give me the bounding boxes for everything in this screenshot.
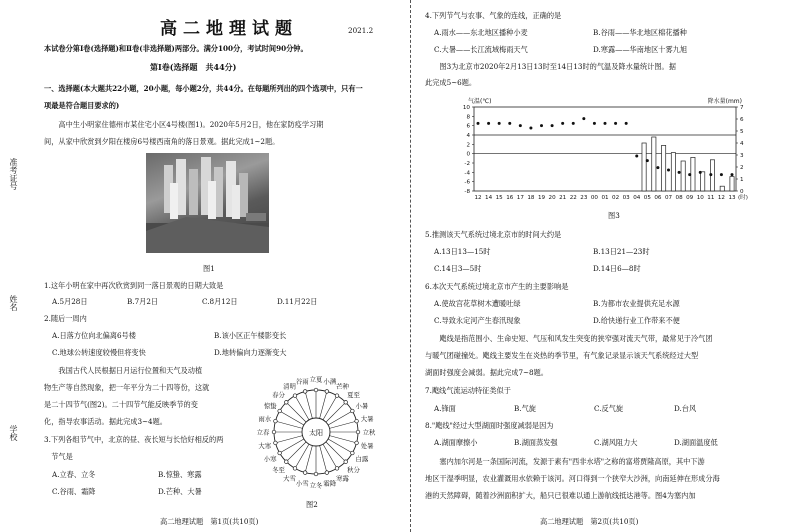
q1-option-c[interactable]: C.8月12日 <box>202 297 238 306</box>
passage-2-line-1: 我国古代人民根据日月运行位置和天气及动植 <box>44 366 203 375</box>
x-tick-label: 04 <box>633 195 641 201</box>
wheel-spoke <box>275 421 302 428</box>
x-tick-label: 18 <box>527 195 535 201</box>
temp-point <box>667 169 670 172</box>
temp-point <box>604 122 607 125</box>
solar-term-label: 小雪 <box>295 479 309 488</box>
precip-bar <box>720 186 724 191</box>
q2-option-d[interactable]: D.地转偏向力逐渐变大 <box>214 348 287 357</box>
solar-term-label: 冬至 <box>272 465 285 474</box>
solar-term-label: 立冬 <box>309 481 323 490</box>
question-8: 8."飑线"经过大型湖面时强度减弱是因为 <box>425 421 554 430</box>
wheel-spoke <box>328 411 352 425</box>
passage-2-line-3: 是二十四节气(图2)。二十四节气能反映季节的变 <box>44 400 198 409</box>
x-tick-label: 01 <box>601 195 609 201</box>
q3-option-d[interactable]: D.芒种、大暑 <box>158 487 202 496</box>
wheel-spoke <box>323 444 337 468</box>
left-tick-label: -6 <box>464 179 470 186</box>
wheel-spoke <box>330 421 357 428</box>
temp-point <box>487 122 490 125</box>
q5-option-a[interactable]: A.13日13—15时 <box>434 247 491 256</box>
left-axis-label: 气温(℃) <box>468 98 492 105</box>
solar-term-label: 霜降 <box>323 479 337 488</box>
precip-bar <box>681 161 685 191</box>
q2-option-a[interactable]: A.日落方位向北偏离6号楼 <box>52 331 136 340</box>
precip-bar <box>671 153 675 191</box>
solar-term-label: 秋分 <box>347 465 360 474</box>
instruction-line-2: 项最是符合题目要求的) <box>44 101 120 110</box>
figure-2-solar-terms-wheel <box>252 368 380 498</box>
left-tick-label: 8 <box>466 114 470 121</box>
wheel-node <box>278 451 282 455</box>
page-title: 高二地理试题 <box>160 19 298 39</box>
x-tick-label: 06 <box>654 195 662 201</box>
q8-option-a[interactable]: A.湖面摩擦小 <box>434 438 478 447</box>
wheel-spoke <box>280 411 304 425</box>
q3-option-c[interactable]: C.谷雨、霜降 <box>52 487 96 496</box>
temp-point <box>614 122 617 125</box>
passage-3-line-2: 此完成5~6题。 <box>425 78 477 87</box>
x-tick-label: 12 <box>474 195 482 201</box>
wheel-node <box>285 401 289 405</box>
solar-term-label: 雨水 <box>258 414 272 423</box>
x-tick-label: 16 <box>506 195 514 201</box>
page-divider <box>410 0 411 532</box>
solar-term-label: 春分 <box>272 391 285 400</box>
wheel-spoke <box>323 396 337 420</box>
q2-option-c[interactable]: C.地球公转速度较慢但将变快 <box>52 348 146 357</box>
x-tick-label: 14 <box>485 195 493 201</box>
q1-option-d[interactable]: D.11月22日 <box>277 297 318 306</box>
wheel-spoke <box>326 442 346 462</box>
temp-point <box>646 159 649 162</box>
q5-option-d[interactable]: D.14日6—8时 <box>593 264 641 273</box>
precip-bar <box>691 157 695 191</box>
wheel-node <box>344 401 348 405</box>
wheel-node <box>356 430 360 434</box>
passage-2-line-2: 物生产等自然现象，把一年平分为二十四等份，这就 <box>44 383 210 392</box>
question-6: 6.本次天气系统过境北京市产生的主要影响是 <box>425 282 569 291</box>
right-axis-label: 降水量(mm) <box>707 98 742 105</box>
wheel-node <box>355 419 359 423</box>
wheel-node <box>285 460 289 464</box>
wheel-spoke <box>328 439 352 453</box>
x-axis-suffix: (时) <box>738 195 748 201</box>
temp-point <box>477 122 480 125</box>
solar-term-label: 立春 <box>256 428 270 437</box>
temp-point <box>688 173 691 176</box>
right-tick-label: 0 <box>740 189 744 195</box>
question-3-line-1: 3.下列各组节气中，北京的昼、夜长短与长恰好相反的两 <box>44 435 224 444</box>
wheel-spoke <box>295 396 309 420</box>
left-tick-label: 4 <box>466 133 470 139</box>
q4-option-d[interactable]: D.寒露——华南地区十雾九旭 <box>593 45 688 54</box>
q8-option-d[interactable]: D.湖面温度低 <box>674 438 718 447</box>
wheel-node <box>314 388 318 392</box>
right-tick-label: 1 <box>740 177 744 183</box>
passage-2-line-4: 化，指导农事活动。据此完成3~4题。 <box>44 417 167 426</box>
wheel-node <box>325 471 329 475</box>
temp-point <box>540 124 543 127</box>
wheel-node <box>355 441 359 445</box>
passage-5-line-3: 港的天然障碍，随着沙洲面积扩大，船只已很难以通上游航线抵达港等。图4为塞内加 <box>425 491 696 500</box>
question-5: 5.推测该天气系统过境北京市的时间大约是 <box>425 230 562 239</box>
right-tick-label: 6 <box>740 117 744 123</box>
temp-point <box>699 171 702 174</box>
q3-option-a[interactable]: A.立春、立冬 <box>52 470 96 479</box>
wheel-node <box>303 471 307 475</box>
solar-term-label: 小满 <box>323 377 337 386</box>
passage-5-line-2: 地区干湿季明显，农业灌溉用水依赖于该河。河口得到一个狭窄大沙洲，向南延伸在形成分海 <box>425 474 720 483</box>
left-tick-label: 6 <box>466 123 470 130</box>
x-tick-label: 07 <box>664 195 673 201</box>
q8-option-c[interactable]: C.湖风阻力大 <box>594 438 638 447</box>
passage-1-line-1: 高中生小明家住德州市某住宅小区4号楼(图1)。2020年5月2日，他在家防疫学习期 <box>44 120 324 129</box>
solar-term-label: 芒种 <box>336 382 349 391</box>
q5-option-c[interactable]: C.14日3—5时 <box>434 264 482 273</box>
exam-intro: 本试卷分第Ⅰ卷(选择题)和Ⅱ卷(非选择题)两部分。满分100分，考试时间90分钟。 <box>44 44 308 53</box>
wheel-node <box>303 390 307 394</box>
question-7: 7.飑线气流运动特征类似于 <box>425 386 511 395</box>
wheel-node <box>314 472 318 476</box>
temp-point <box>635 155 638 158</box>
figure-2-caption: 图2 <box>306 500 318 509</box>
x-tick-label: 02 <box>612 195 620 201</box>
solar-term-label: 大寒 <box>258 442 272 451</box>
wheel-center-label: 太阳 <box>309 429 323 437</box>
wheel-spoke <box>305 391 312 418</box>
solar-term-label: 处暑 <box>360 442 374 451</box>
question-1: 1.这年小明在家中再次欣赏到同一落日景观的日期大致是 <box>44 281 224 290</box>
question-4: 4.下列节气与农事、气象的连线，正确的是 <box>425 11 562 20</box>
q7-option-c[interactable]: C.反气旋 <box>594 404 624 413</box>
wheel-spoke <box>295 444 309 468</box>
figure-1-caption: 图1 <box>203 264 215 273</box>
x-tick-label: 00 <box>590 195 598 201</box>
solar-term-label: 立夏 <box>309 375 323 384</box>
wheel-node <box>293 394 297 398</box>
precip-bar <box>642 143 646 191</box>
wheel-node <box>274 419 278 423</box>
q1-option-a[interactable]: A.5月28日 <box>52 297 88 306</box>
x-tick-label: 21 <box>559 195 567 201</box>
x-tick-label: 22 <box>569 195 577 201</box>
left-tick-label: -8 <box>464 189 470 195</box>
q3-option-b[interactable]: B.惊蛰、寒露 <box>158 470 202 479</box>
x-tick-label: 19 <box>537 195 546 201</box>
solar-term-label: 大雪 <box>283 474 296 483</box>
solar-term-label: 大暑 <box>360 414 374 423</box>
temp-point <box>572 122 575 125</box>
solar-term-label: 惊蛰 <box>263 402 277 410</box>
x-tick-label: 13 <box>728 195 736 201</box>
wheel-node <box>351 409 355 413</box>
wheel-node <box>344 460 348 464</box>
x-tick-label: 15 <box>495 195 503 201</box>
temp-point <box>593 122 596 125</box>
x-tick-label: 23 <box>580 195 588 201</box>
solar-term-label: 小寒 <box>263 455 277 463</box>
right-tick-label: 4 <box>740 141 744 147</box>
x-tick-label: 12 <box>717 195 725 201</box>
wheel-spoke <box>326 402 346 422</box>
passage-4-line-3: 湖面时强度会减弱。据此完成7~8题。 <box>425 368 548 377</box>
chart-frame <box>474 107 736 191</box>
solar-term-label: 夏至 <box>347 391 360 400</box>
right-tick-label: 7 <box>740 105 744 111</box>
left-tick-label: -2 <box>464 161 470 167</box>
solar-term-label: 清明 <box>283 382 296 391</box>
q6-option-c[interactable]: C.导致永定河产生春汛现象 <box>434 316 521 325</box>
solar-term-label: 立秋 <box>362 428 376 437</box>
q7-option-a[interactable]: A.锋面 <box>434 404 456 413</box>
section-title: 第Ⅰ卷(选择题 共44分) <box>150 62 237 72</box>
q6-option-d[interactable]: D.给快递行业工作带来不便 <box>593 316 680 325</box>
q6-option-a[interactable]: A.使故宫花草树木遭暖吐绿 <box>434 299 521 308</box>
solar-term-label: 谷雨 <box>295 377 309 386</box>
wheel-spoke <box>280 439 304 453</box>
wheel-node <box>335 394 339 398</box>
precip-bar <box>662 145 666 191</box>
side-label-school: 学校 <box>9 425 18 441</box>
wheel-spoke <box>286 442 306 462</box>
q7-option-b[interactable]: B.气旋 <box>514 404 536 413</box>
passage-4-line-1: 飑线是指范围小、生命史短、气压和风发生突变的狭窄强对流天气带，最常见于冷气团 <box>425 334 713 343</box>
x-tick-label: 11 <box>707 195 715 201</box>
left-tick-label: 2 <box>466 142 470 149</box>
side-label-name: 姓名 <box>9 295 18 311</box>
temp-point <box>519 124 522 127</box>
q4-option-b[interactable]: B.谷雨——华北地区棉花播种 <box>593 28 687 37</box>
wheel-node <box>335 467 339 471</box>
left-tick-label: 0 <box>466 151 470 158</box>
x-tick-label: 05 <box>643 195 651 201</box>
temp-point <box>709 173 712 176</box>
footer-page-2: 高二地理试题 第2页(共10页) <box>540 517 639 526</box>
solar-term-label: 白露 <box>355 455 369 463</box>
right-tick-label: 3 <box>740 153 744 159</box>
x-tick-label: 20 <box>548 195 556 201</box>
x-tick-label: 03 <box>622 195 630 201</box>
wheel-node <box>351 451 355 455</box>
temp-point <box>720 173 723 176</box>
q8-option-b[interactable]: B.湖面蒸发强 <box>514 438 558 447</box>
precip-bar <box>652 137 656 191</box>
q5-option-b[interactable]: B.13日21—23时 <box>593 247 650 256</box>
instruction-line-1: 一、选择题(本大题共22小题，20小题，每小题2分，共44分。在每题所列出的四个选项中，只有一 <box>44 84 363 93</box>
passage-4-line-2: 与暖气团碰撞处。飑线主要发生在炎热的季节里，有气象记录显示该天气系统经过大型 <box>425 351 699 360</box>
figure-1-photo <box>146 153 269 253</box>
wheel-node <box>278 409 282 413</box>
passage-3-line-1: 图3为北京市2020年2月13日13时至14日13时的气温及降水量统计图。据 <box>425 62 676 71</box>
precip-bar <box>701 172 705 191</box>
temp-point <box>731 173 734 176</box>
wheel-spoke <box>320 391 327 418</box>
left-tick-label: -4 <box>464 170 470 177</box>
wheel-spoke <box>275 436 302 443</box>
left-tick-label: 10 <box>462 105 470 111</box>
exam-date: 2021.2 <box>348 26 374 35</box>
x-tick-label: 08 <box>675 195 683 201</box>
q6-option-b[interactable]: B.为都市农业提供充足水源 <box>593 299 680 308</box>
wheel-spoke <box>330 436 357 443</box>
q1-option-b[interactable]: B.7月2日 <box>127 297 159 306</box>
precip-bar <box>730 177 734 191</box>
solar-term-label: 寒露 <box>336 474 349 483</box>
building-silhouettes <box>146 153 269 253</box>
temp-point <box>498 122 501 125</box>
x-tick-label: 10 <box>696 195 704 201</box>
q4-option-a[interactable]: A.雨水——东北地区播种小麦 <box>434 28 528 37</box>
footer-page-1: 高二地理试题 第1页(共10页) <box>160 517 259 526</box>
temp-point <box>656 166 659 169</box>
right-tick-label: 2 <box>740 165 744 171</box>
wheel-node <box>325 390 329 394</box>
temp-point <box>529 127 532 130</box>
right-tick-label: 5 <box>740 129 744 135</box>
wheel-node <box>293 467 297 471</box>
x-tick-label: 17 <box>516 195 524 201</box>
wheel-node <box>272 430 276 434</box>
wheel-spoke <box>286 402 306 422</box>
temp-point <box>551 124 554 127</box>
x-tick-label: 09 <box>686 195 694 201</box>
question-2: 2.随后一周内 <box>44 314 87 323</box>
wheel-spoke <box>305 446 312 473</box>
q2-option-b[interactable]: B.该小区正午楼影变长 <box>214 331 287 340</box>
figure-3-chart <box>452 93 762 208</box>
wheel-node <box>274 441 278 445</box>
temp-point <box>625 122 628 125</box>
passage-5-line-1: 塞内加尔河是一条国际河流，发源于素有"西非水塔"之称的富塔贾隆高原，其中下游 <box>425 457 705 466</box>
passage-1-line-2: 间，从家中欣赏到夕阳在楼房6号楼西南角的落日景观。据此完成1~2题。 <box>44 137 280 146</box>
figure-3-caption: 图3 <box>608 211 620 220</box>
side-label-exam-number: 准考证号 <box>9 158 18 190</box>
temp-point <box>582 117 585 120</box>
solar-term-label: 小暑 <box>355 402 369 410</box>
temp-point <box>561 122 564 125</box>
wheel-spoke <box>320 446 327 473</box>
temp-point <box>508 122 511 125</box>
q7-option-d[interactable]: D.台风 <box>674 404 697 413</box>
q4-option-c[interactable]: C.大暑——长江流域梅雨天气 <box>434 45 528 54</box>
question-3-line-2: 节气是 <box>44 452 73 461</box>
temp-point <box>678 171 681 174</box>
